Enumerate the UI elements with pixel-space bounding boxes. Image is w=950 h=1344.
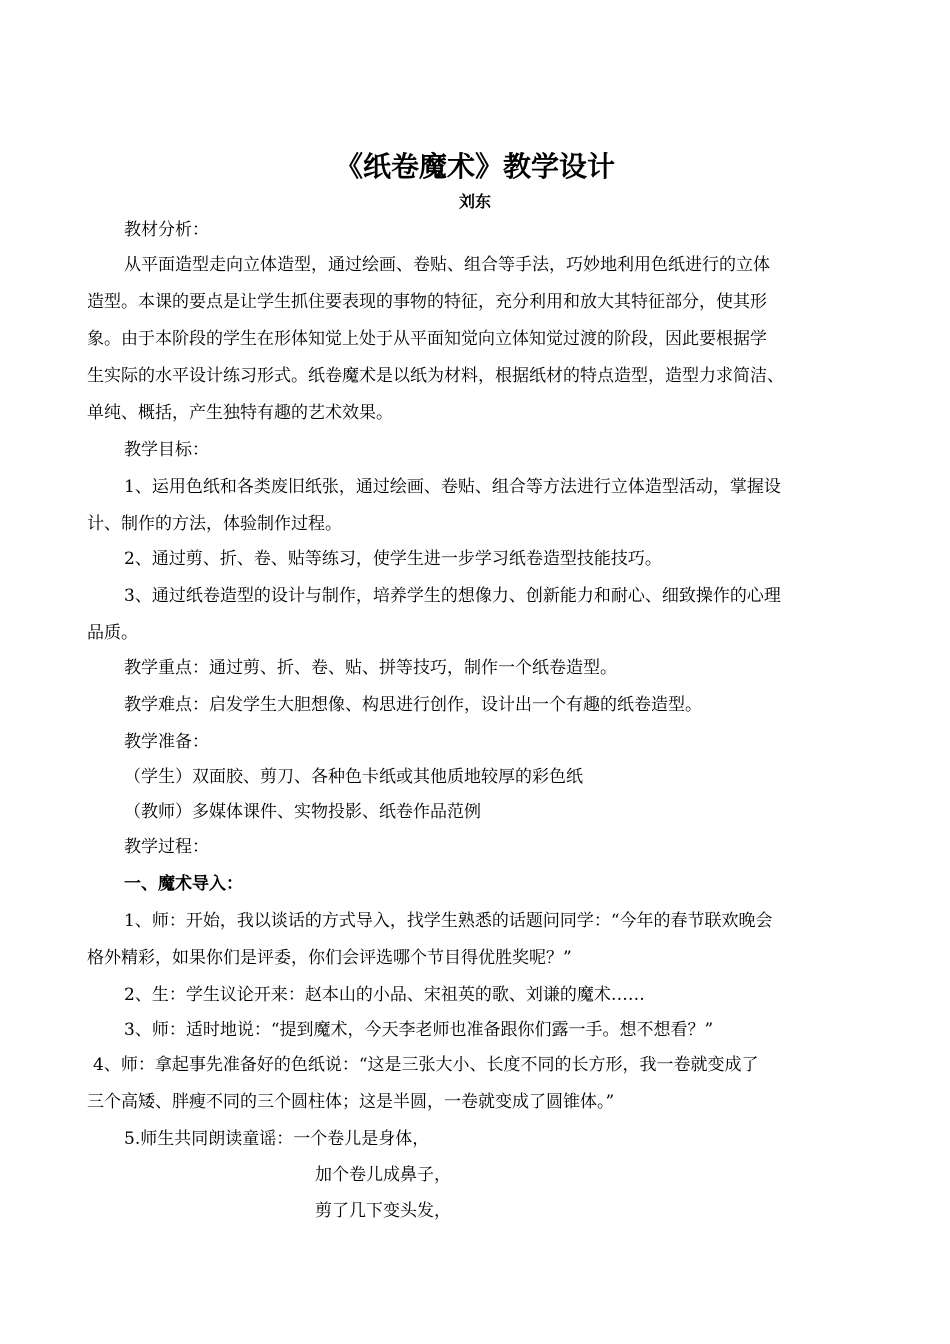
paragraph-line: 3、师：适时地说：“提到魔术，今天李老师也准备跟你们露一手。想不想看？” bbox=[124, 1020, 714, 1040]
paragraph-line: 教学重点：通过剪、折、卷、贴、拼等技巧，制作一个纸卷造型。 bbox=[124, 658, 617, 678]
paragraph-line: 2、通过剪、折、卷、贴等练习，使学生进一步学习纸卷造型技能技巧。 bbox=[124, 549, 662, 569]
paragraph-line: 计、制作的方法，体验制作过程。 bbox=[87, 514, 342, 534]
section-heading: 教学目标： bbox=[124, 440, 209, 460]
author-name: 刘东 bbox=[458, 192, 491, 211]
paragraph-line: 象。由于本阶段的学生在形体知觉上处于从平面知觉向立体知觉过渡的阶段，因此要根据学 bbox=[87, 329, 767, 349]
paragraph-line: 5.师生共同朗读童谣：一个卷儿是身体， bbox=[124, 1129, 430, 1149]
paragraph-line: 1、运用色纸和各类废旧纸张，通过绘画、卷贴、组合等方法进行立体造型活动，掌握设 bbox=[124, 477, 781, 497]
section-heading: 教材分析： bbox=[124, 220, 209, 240]
paragraph-line: 造型。本课的要点是让学生抓住要表现的事物的特征，充分利用和放大其特征部分，使其形 bbox=[87, 292, 767, 312]
paragraph-line: 3、通过纸卷造型的设计与制作，培养学生的想像力、创新能力和耐心、细致操作的心理 bbox=[124, 586, 781, 606]
paragraph-line: 从平面造型走向立体造型，通过绘画、卷贴、组合等手法，巧妙地利用色纸进行的立体 bbox=[124, 255, 770, 275]
poem-line: 加个卷儿成鼻子， bbox=[315, 1165, 451, 1185]
document-title: 《纸卷魔术》教学设计 bbox=[334, 150, 615, 183]
paragraph-line: 生实际的水平设计练习形式。纸卷魔术是以纸为材料，根据纸材的特点造型，造型力求简洁、 bbox=[87, 366, 784, 386]
paragraph-line: 三个高矮、胖瘦不同的三个圆柱体；这是半圆，一卷就变成了圆锥体。” bbox=[87, 1092, 615, 1112]
paragraph-line: 教学难点：启发学生大胆想像、构思进行创作，设计出一个有趣的纸卷造型。 bbox=[124, 695, 702, 715]
paragraph-line: 品质。 bbox=[87, 623, 138, 643]
subsection-heading: 一、魔术导入： bbox=[124, 874, 243, 894]
section-heading: 教学过程： bbox=[124, 837, 209, 857]
paragraph-line: 单纯、概括，产生独特有趣的艺术效果。 bbox=[87, 403, 393, 423]
poem-line: 剪了几下变头发， bbox=[315, 1201, 451, 1221]
paragraph-line: （教师）多媒体课件、实物投影、纸卷作品范例 bbox=[124, 802, 481, 822]
paragraph-line: 4、师：拿起事先准备好的色纸说：“这是三张大小、长度不同的长方形，我一卷就变成了 bbox=[93, 1055, 759, 1075]
paragraph-line: 格外精彩，如果你们是评委，你们会评选哪个节目得优胜奖呢？” bbox=[87, 948, 572, 968]
paragraph-line: 1、师：开始，我以谈话的方式导入，找学生熟悉的话题问同学：“今年的春节联欢晚会 bbox=[124, 911, 773, 931]
section-heading: 教学准备： bbox=[124, 732, 209, 752]
paragraph-line: 2、生：学生议论开来：赵本山的小品、宋祖英的歌、刘谦的魔术…… bbox=[124, 985, 645, 1005]
paragraph-line: （学生）双面胶、剪刀、各种色卡纸或其他质地较厚的彩色纸 bbox=[124, 767, 583, 787]
